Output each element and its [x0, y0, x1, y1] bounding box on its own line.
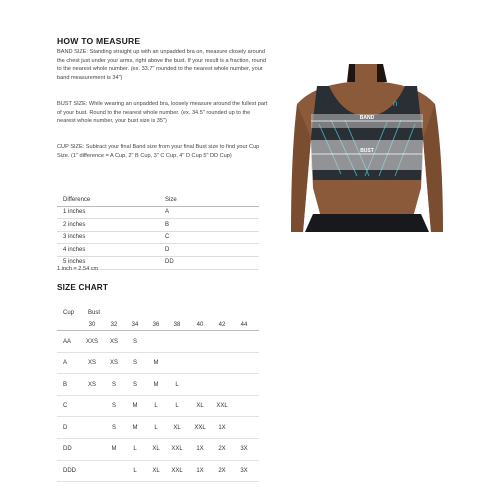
size-cell: M [153, 360, 159, 367]
size-cell: 1X [196, 468, 204, 475]
unit-conversion-note: 1 inch = 2.54 cm [57, 266, 99, 272]
bust-size-col: 34 [131, 322, 139, 328]
cup-cell: A [63, 360, 68, 367]
table-row [57, 219, 259, 232]
size-cell: XL [173, 424, 181, 431]
size-cell: XL [152, 468, 160, 475]
size-cell: XS [109, 360, 119, 367]
size-cell: L [133, 446, 137, 453]
table-row [57, 244, 259, 257]
table-row [57, 417, 259, 439]
size-cell: D [165, 246, 170, 253]
cup-cell: AA [63, 338, 72, 345]
size-cell: S [111, 381, 117, 388]
size-cell: L [133, 468, 137, 475]
band-label: BAND [359, 115, 375, 121]
size-cell: S [132, 360, 138, 367]
size-cell: DD [165, 259, 174, 266]
leggings-shape [305, 214, 429, 232]
size-cell: 1X [196, 446, 204, 453]
bust-size-col: 32 [110, 322, 118, 328]
difference-cell: 1 inches [63, 209, 86, 216]
size-cell: S [111, 424, 117, 431]
section-title-size-chart: SIZE CHART [57, 283, 109, 292]
bust-size-col: 30 [88, 322, 96, 328]
size-cell: XS [87, 381, 97, 388]
size-cell: XXL [194, 424, 206, 431]
cup-cell: B [63, 381, 68, 388]
size-cell: S [132, 381, 138, 388]
bust-size-col: 38 [173, 322, 181, 328]
size-cell: M [111, 446, 117, 453]
size-cell: XXL [216, 403, 228, 410]
table-row [57, 207, 259, 220]
size-cell: 2X [218, 468, 226, 475]
size-cell: S [132, 338, 138, 345]
table-row [57, 232, 259, 245]
model-illustration [283, 64, 451, 232]
difference-cell: 5 inches [63, 259, 86, 266]
model-photo [283, 64, 451, 232]
table-row [57, 439, 259, 461]
size-cell: M [132, 403, 138, 410]
bust-size-col: 42 [218, 322, 226, 328]
size-cell: XL [196, 403, 204, 410]
size-cell: XS [87, 360, 97, 367]
size-chart-header-bust-sizes [57, 318, 259, 331]
size-cell: XXL [171, 468, 183, 475]
table-row [57, 396, 259, 418]
cup-size-instructions: CUP SIZE: Subtract your final Band size from your final Bust size to find your Cup Size. (1" difference = A Cup, 2" B Cup, 3" C Cup, 4" D Cup 5" DD Cup) [57, 144, 260, 159]
table-row [57, 353, 259, 375]
bust-size-instructions: BUST SIZE: While wearing an unpadded bra, loosely measure around the fullest part of your bust. Round to the nearest whole number. (ex. 34.5" rounded up to the nearest whole number, your bust size is 35") [57, 101, 268, 125]
size-cell: L [175, 403, 179, 410]
bust-size-col: 36 [152, 322, 160, 328]
size-cell: 3X [240, 468, 248, 475]
section-title-how-to-measure: HOW TO MEASURE [57, 36, 141, 46]
size-cell: XL [152, 446, 160, 453]
bust-header: Bust [87, 310, 101, 316]
cup-cell: C [63, 403, 68, 410]
size-cell: L [154, 403, 158, 410]
size-cell: 3X [240, 446, 248, 453]
difference-cell: 2 inches [63, 221, 86, 228]
size-cell: M [153, 381, 159, 388]
size-cell: XXS [85, 338, 99, 345]
table-row [57, 374, 259, 396]
size-cell: S [111, 403, 117, 410]
size-cell: C [165, 234, 170, 241]
size-cell: B [165, 221, 170, 228]
difference-table-header [57, 194, 259, 207]
difference-header: Difference [63, 196, 91, 203]
size-header: Size [165, 196, 177, 203]
cup-header: Cup [63, 310, 75, 316]
cup-cell: DDD [63, 468, 76, 475]
size-chart-header-top [57, 306, 259, 318]
difference-cell: 4 inches [63, 246, 86, 253]
size-cell: L [175, 381, 179, 388]
size-cell: L [154, 424, 158, 431]
bust-label: BUST [360, 148, 374, 154]
size-cell: XS [109, 338, 119, 345]
difference-table [57, 194, 259, 270]
cup-cell: D [63, 424, 68, 431]
cup-cell: DD [63, 446, 72, 453]
brand-logo: ꓵ [393, 101, 398, 108]
size-cell: 2X [218, 446, 226, 453]
size-cell: XXL [171, 446, 183, 453]
table-row [57, 461, 259, 483]
size-cell: A [165, 209, 170, 216]
size-cell: M [132, 424, 138, 431]
bust-size-col: 44 [240, 322, 248, 328]
bust-area-shading [311, 140, 423, 170]
band-size-instructions: BAND SIZE: Standing straight up with an unpadded bra on, measure closely around the chest just under your arms, right above the bust. If your result is a fraction, round to the nearest whole number. (ex. 33.7" rounded to the nearest whole number, your band measurement is 34") [57, 49, 266, 81]
size-chart-table [57, 306, 259, 482]
table-row [57, 331, 259, 353]
bust-size-col: 40 [196, 322, 204, 328]
difference-cell: 3 inches [63, 234, 86, 241]
size-cell: 1X [218, 424, 226, 431]
